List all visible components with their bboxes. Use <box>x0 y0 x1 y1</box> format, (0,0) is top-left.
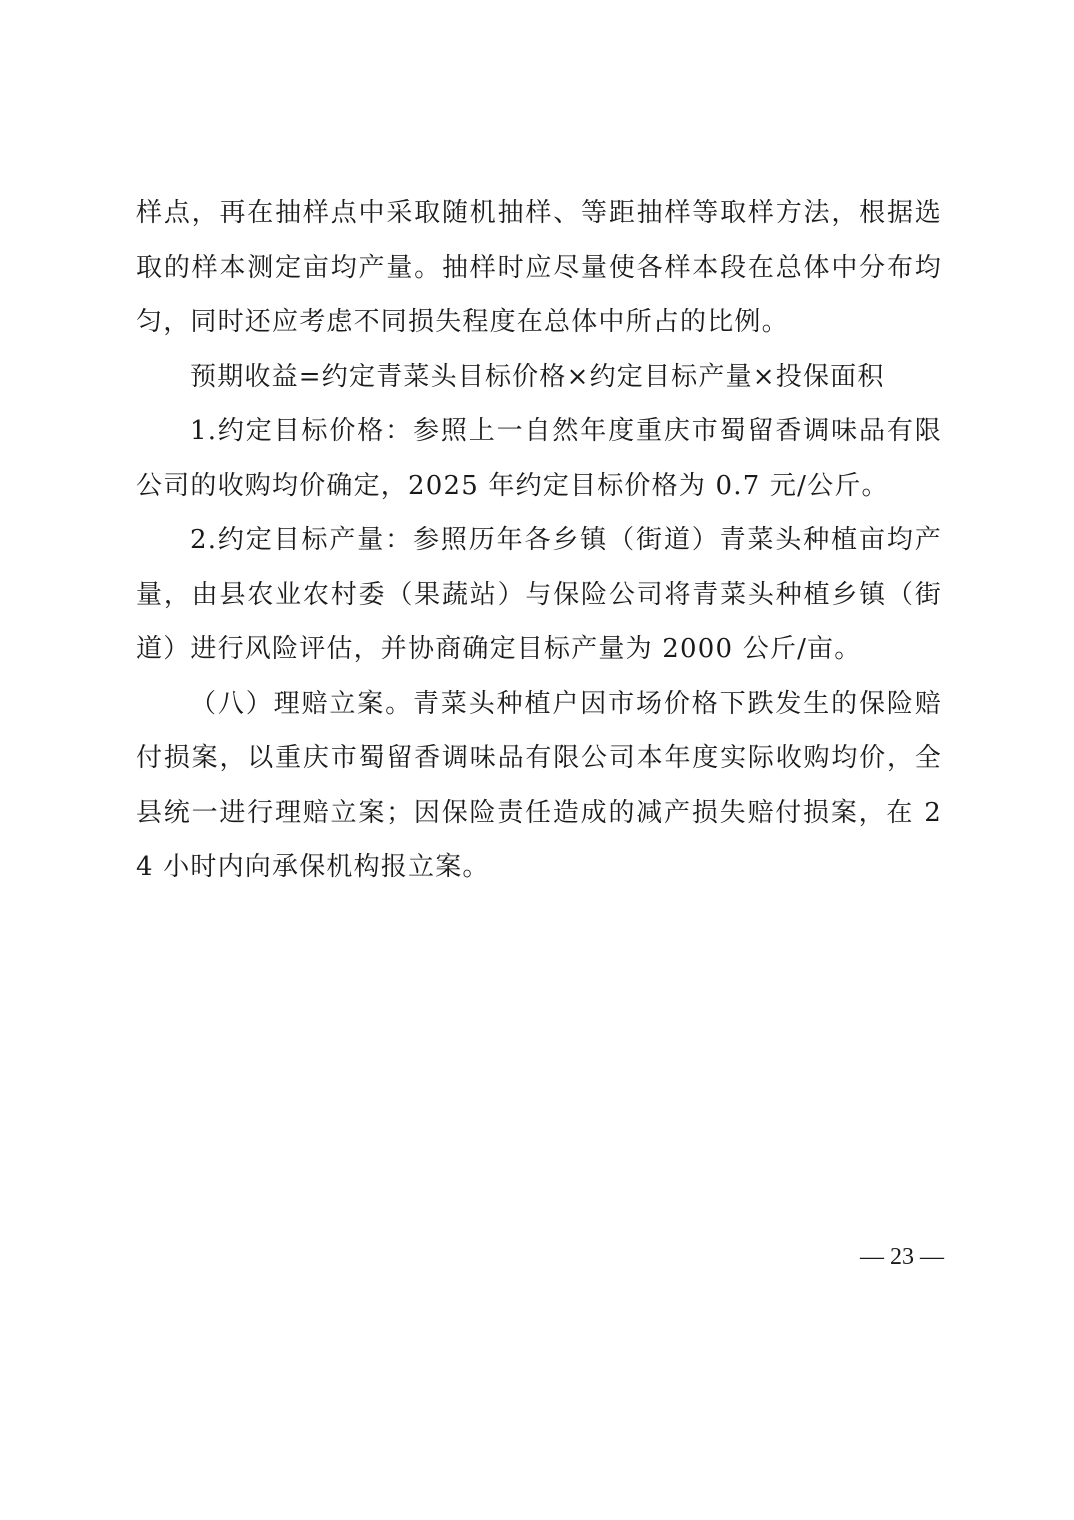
page-number: — 23 — <box>860 1244 944 1270</box>
document-body <box>136 186 942 895</box>
paragraph-target-price: 1.约定目标价格：参照上一自然年度重庆市蜀留香调味品有限公司的收购均价确定，2025 年约定目标价格为 0.7 元/公斤。 <box>136 416 942 501</box>
paragraph-expected-income-formula: 预期收益=约定青菜头目标价格×约定目标产量×投保面积 <box>190 361 885 392</box>
paragraph-target-yield: 2.约定目标产量：参照历年各乡镇（街道）青菜头种植亩均产量，由县农业农村委（果蔬站）与保险公司将青菜头种植乡镇（街道）进行风险评估，并协商确定目标产量为 2000 公斤/亩。 <box>136 525 942 664</box>
paragraph-sampling-method: 样点，再在抽样点中采取随机抽样、等距抽样等取样方法，根据选取的样本测定亩均产量。抽样时应尽量使各样本段在总体中分布均匀，同时还应考虑不同损失程度在总体中所占的比例。 <box>136 198 942 337</box>
paragraph-claim-filing: （八）理赔立案。青菜头种植户因市场价格下跌发生的保险赔付损案，以重庆市蜀留香调味品有限公司本年度实际收购均价，全县统一进行理赔立案；因保险责任造成的减产损失赔付损案，在 24 小时内向承保机构报立案。 <box>136 688 942 882</box>
